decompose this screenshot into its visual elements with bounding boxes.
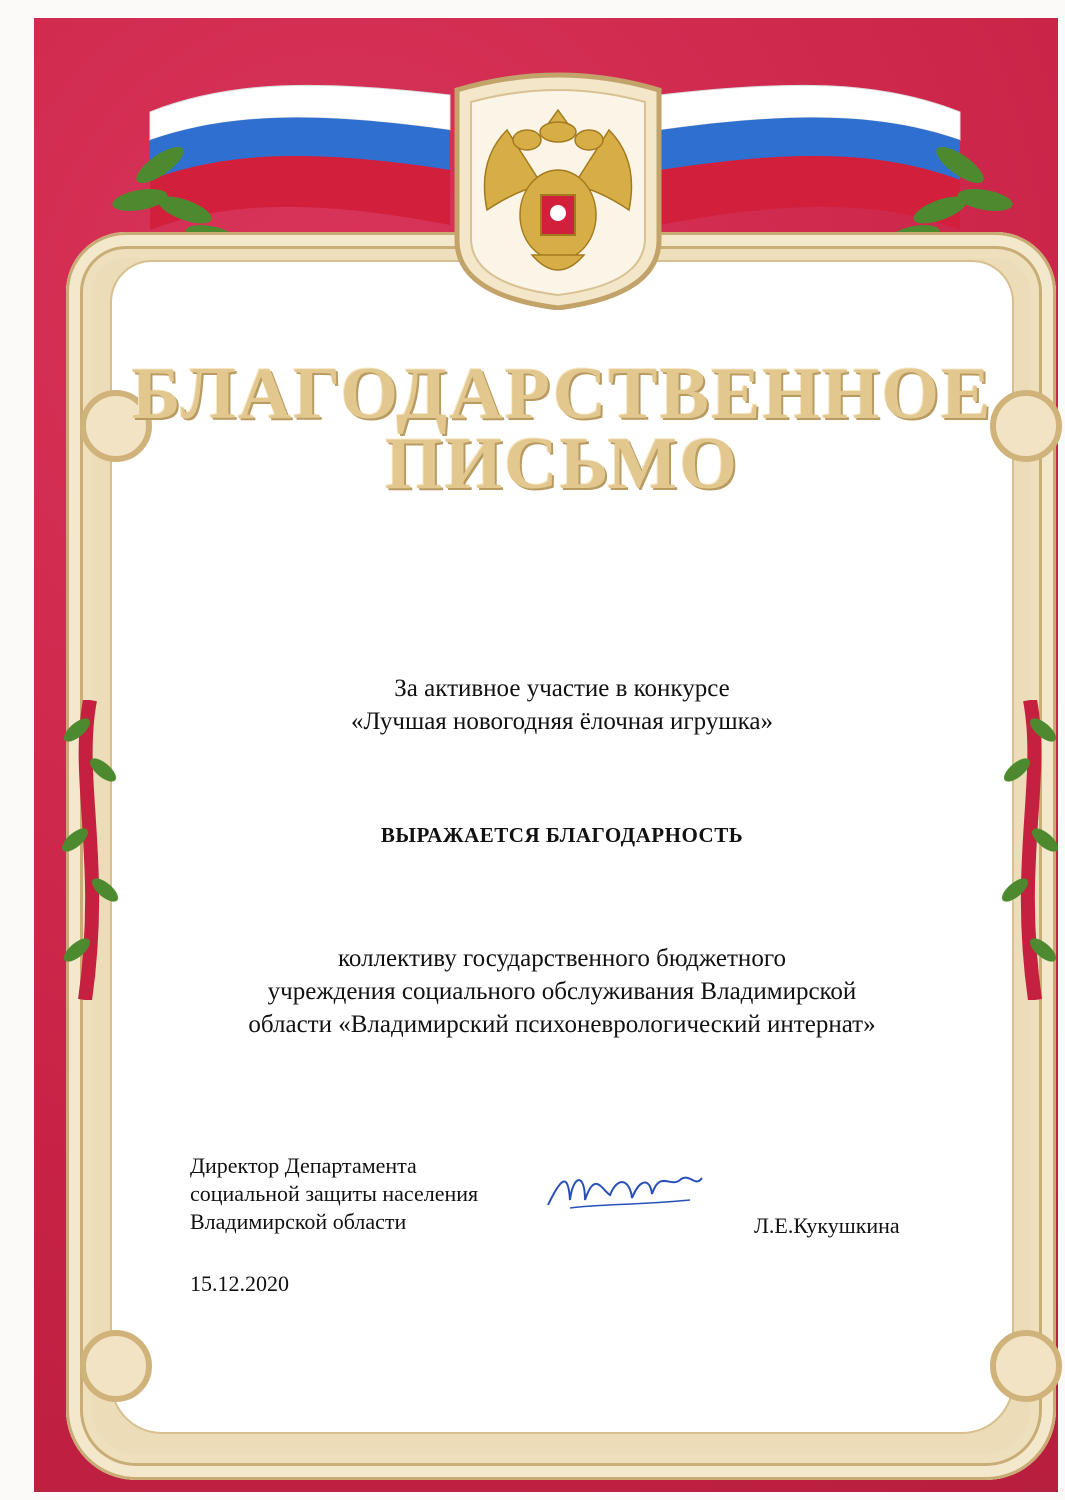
scroll-ornament-icon [80, 1330, 152, 1402]
recipient-line2: учреждения социального обслуживания Владимирской [267, 978, 857, 1005]
signer-title-line1: Директор Департамента [190, 1153, 417, 1178]
recipient-line3: области «Владимирский психоневрологический интернат» [248, 1011, 876, 1038]
thanks-heading: ВЫРАЖАЕТСЯ БЛАГОДАРНОСТЬ [380, 823, 744, 847]
flag-right-icon [660, 85, 960, 230]
scroll-ornament-icon [990, 1330, 1062, 1402]
document-title-line2: ПИСЬМО [385, 423, 739, 505]
handwritten-signature [540, 1160, 710, 1220]
document-title-line1: БЛАГОДАРСТВЕННОЕ [131, 353, 993, 435]
recipient-line1: коллективу государственного бюджетного [338, 945, 786, 972]
signer-title-line2: социальной защиты населения [190, 1181, 479, 1206]
signer-name: Л.Е.Кукушкина [754, 1213, 900, 1238]
reason-line2: «Лучшая новогодняя ёлочная игрушка» [351, 708, 773, 735]
signer-title-line3: Владимирской области [190, 1209, 407, 1234]
signer-title [190, 1152, 478, 1236]
double-headed-eagle-icon [447, 70, 669, 310]
document-date: 15.12.2020 [190, 1271, 289, 1296]
reason-line1: За активное участие в конкурсе [394, 675, 730, 702]
